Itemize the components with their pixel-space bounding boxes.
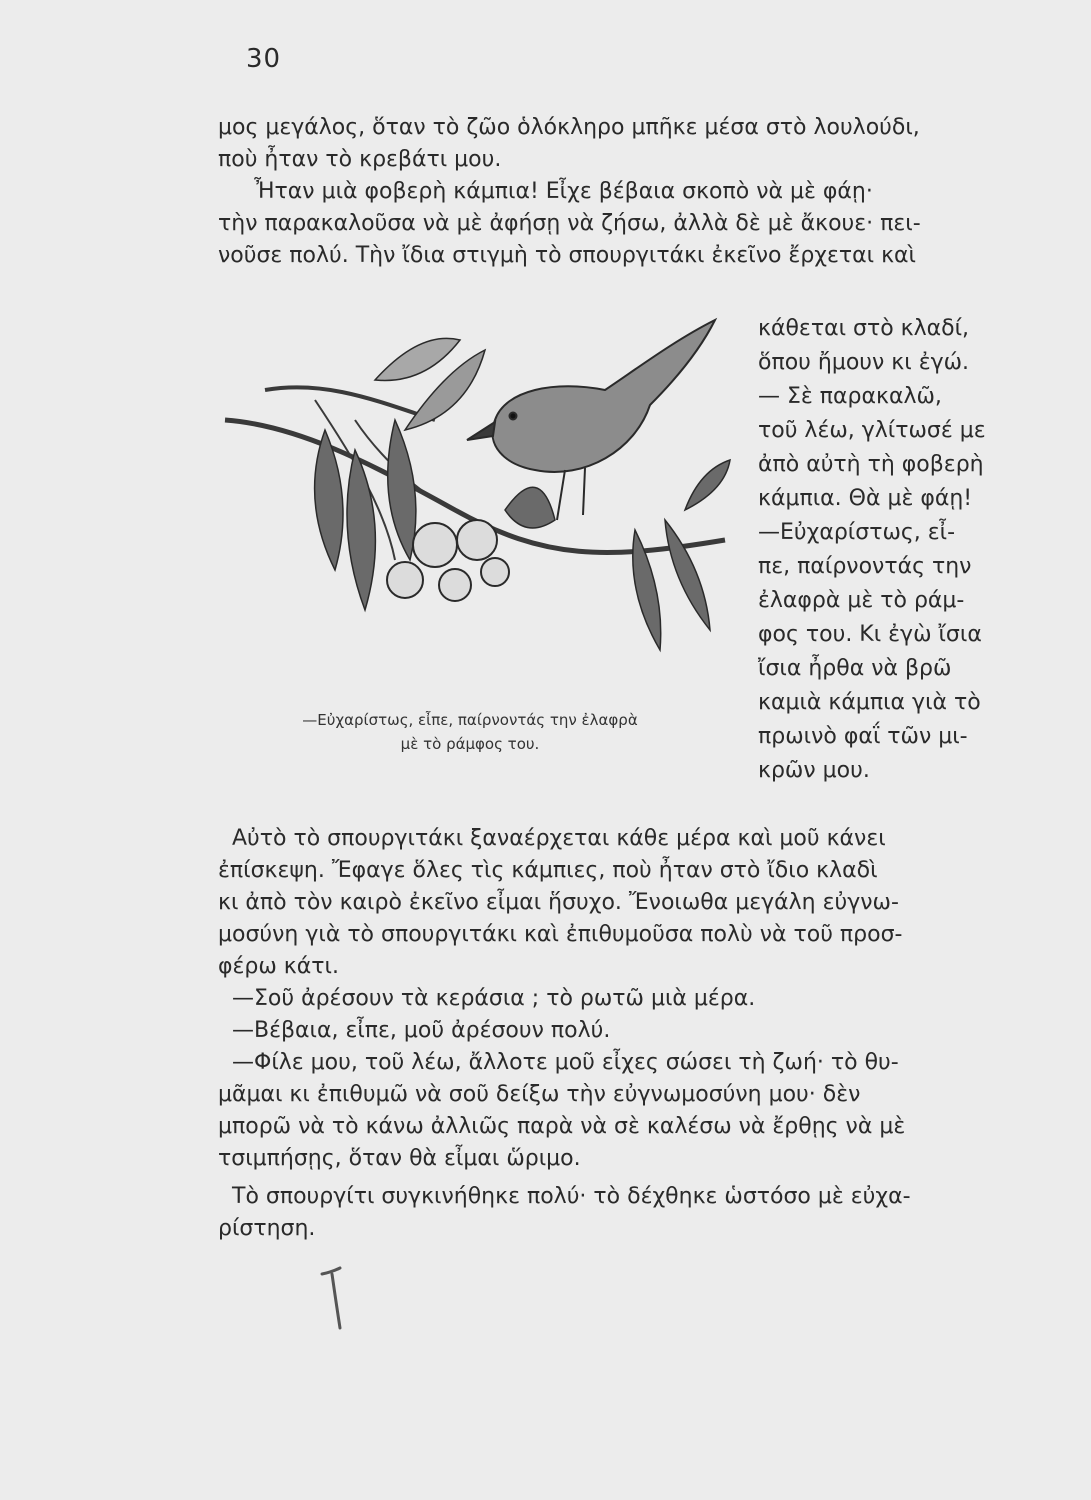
text-line: ρίστηση. [218, 1216, 316, 1241]
text-line: κρῶν μου. [758, 758, 870, 783]
intro-paragraph [218, 112, 921, 272]
text-line: Ἦταν μιὰ φοβερὴ κάμπια! Εἶχε βέβαια σκοπὸ νὰ μὲ φάῃ· [254, 179, 873, 204]
text-line: πρωινὸ φαΐ τῶν μι- [758, 724, 968, 749]
text-line: μᾶμαι κι ἐπιθυμῶ νὰ σοῦ δείξω τὴν εὐγνωμοσύνη μου· δὲν [218, 1082, 861, 1107]
text-line: ὅπου ἤμουν κι ἐγώ. [758, 350, 970, 375]
text-line: φος του. Κι ἐγὼ ἴσια [758, 622, 982, 647]
text-line: Αὐτὸ τὸ σπουργιτάκι ξαναέρχεται κάθε μέρα καὶ μοῦ κάνει [232, 826, 886, 851]
text-line: ἐπίσκεψη. Ἔφαγε ὅλες τὶς κάμπιες, ποὺ ἦταν στὸ ἴδιο κλαδὶ [218, 858, 878, 883]
text-line: μος μεγάλος, ὅταν τὸ ζῶο ὁλόκληρο μπῆκε μέσα στὸ λουλούδι, [218, 115, 920, 140]
text-line: —Σοῦ ἀρέσουν τὰ κεράσια ; τὸ ρωτῶ μιὰ μέρα. [232, 986, 756, 1011]
text-line: πε, παίρνοντάς την [758, 554, 972, 579]
text-line: μπορῶ νὰ τὸ κάνω ἀλλιῶς παρὰ νὰ σὲ καλέσω νὰ ἔρθῃς νὰ μὲ [218, 1114, 906, 1139]
text-line: μοσύνη γιὰ τὸ σπουργιτάκι καὶ ἐπιθυμοῦσα πολὺ νὰ τοῦ προσ- [218, 922, 903, 947]
text-line: ποὺ ἦταν τὸ κρεβάτι μου. [218, 147, 502, 172]
text-line: — Σὲ παρακαλῶ, [758, 384, 942, 409]
text-line: ἀπὸ αὐτὴ τὴ φοβερὴ [758, 452, 984, 477]
text-line: τοῦ λέω, γλίτωσέ με [758, 418, 986, 443]
page-number: 30 [246, 44, 282, 74]
sparrow-on-branch-illustration [205, 310, 735, 670]
text-line: Τὸ σπουργίτι συγκινήθηκε πολύ· τὸ δέχθηκε ὡστόσο μὲ εὐχα- [232, 1184, 911, 1209]
caption-line: μὲ τὸ ράμφος του. [400, 735, 540, 753]
text-line: —Εὐχαρίστως, εἶ- [758, 520, 956, 545]
text-line: —Φίλε μου, τοῦ λέω, ἄλλοτε μοῦ εἶχες σώσει τὴ ζωή· τὸ θυ- [232, 1050, 899, 1075]
text-line: τὴν παρακαλοῦσα νὰ μὲ ἀφήσῃ νὰ ζήσω, ἀλλὰ δὲ μὲ ἄκουε· πει- [218, 211, 921, 236]
body-paragraphs [218, 823, 911, 1245]
caption-line: —Εὐχαρίστως, εἶπε, παίρνοντάς την ἐλαφρὰ [302, 711, 638, 729]
text-line: νοῦσε πολύ. Τὴν ἴδια στιγμὴ τὸ σπουργιτάκι ἐκεῖνο ἔρχεται καὶ [218, 243, 916, 268]
text-line: φέρω κάτι. [218, 954, 339, 979]
text-line: τσιμπήσῃς, ὅταν θὰ εἶμαι ὥριμο. [218, 1146, 581, 1171]
text-line: καμιὰ κάμπια γιὰ τὸ [758, 690, 981, 715]
text-line: ἴσια ἦρθα νὰ βρῶ [758, 656, 952, 681]
text-line: ἐλαφρὰ μὲ τὸ ράμ- [758, 588, 965, 613]
text-line: κάθεται στὸ κλαδί, [758, 316, 970, 341]
text-line: —Βέβαια, εἶπε, μοῦ ἀρέσουν πολύ. [232, 1018, 611, 1043]
text-line: κάμπια. Θὰ μὲ φάῃ! [758, 486, 973, 511]
pencil-mark-icon [318, 1262, 358, 1332]
text-line: κι ἀπὸ τὸν καιρὸ ἐκεῖνο εἶμαι ἥσυχο. Ἔνοιωθα μεγάλη εὐγνω- [218, 890, 899, 915]
illustration-caption [230, 708, 710, 756]
side-text-column [758, 312, 1048, 788]
